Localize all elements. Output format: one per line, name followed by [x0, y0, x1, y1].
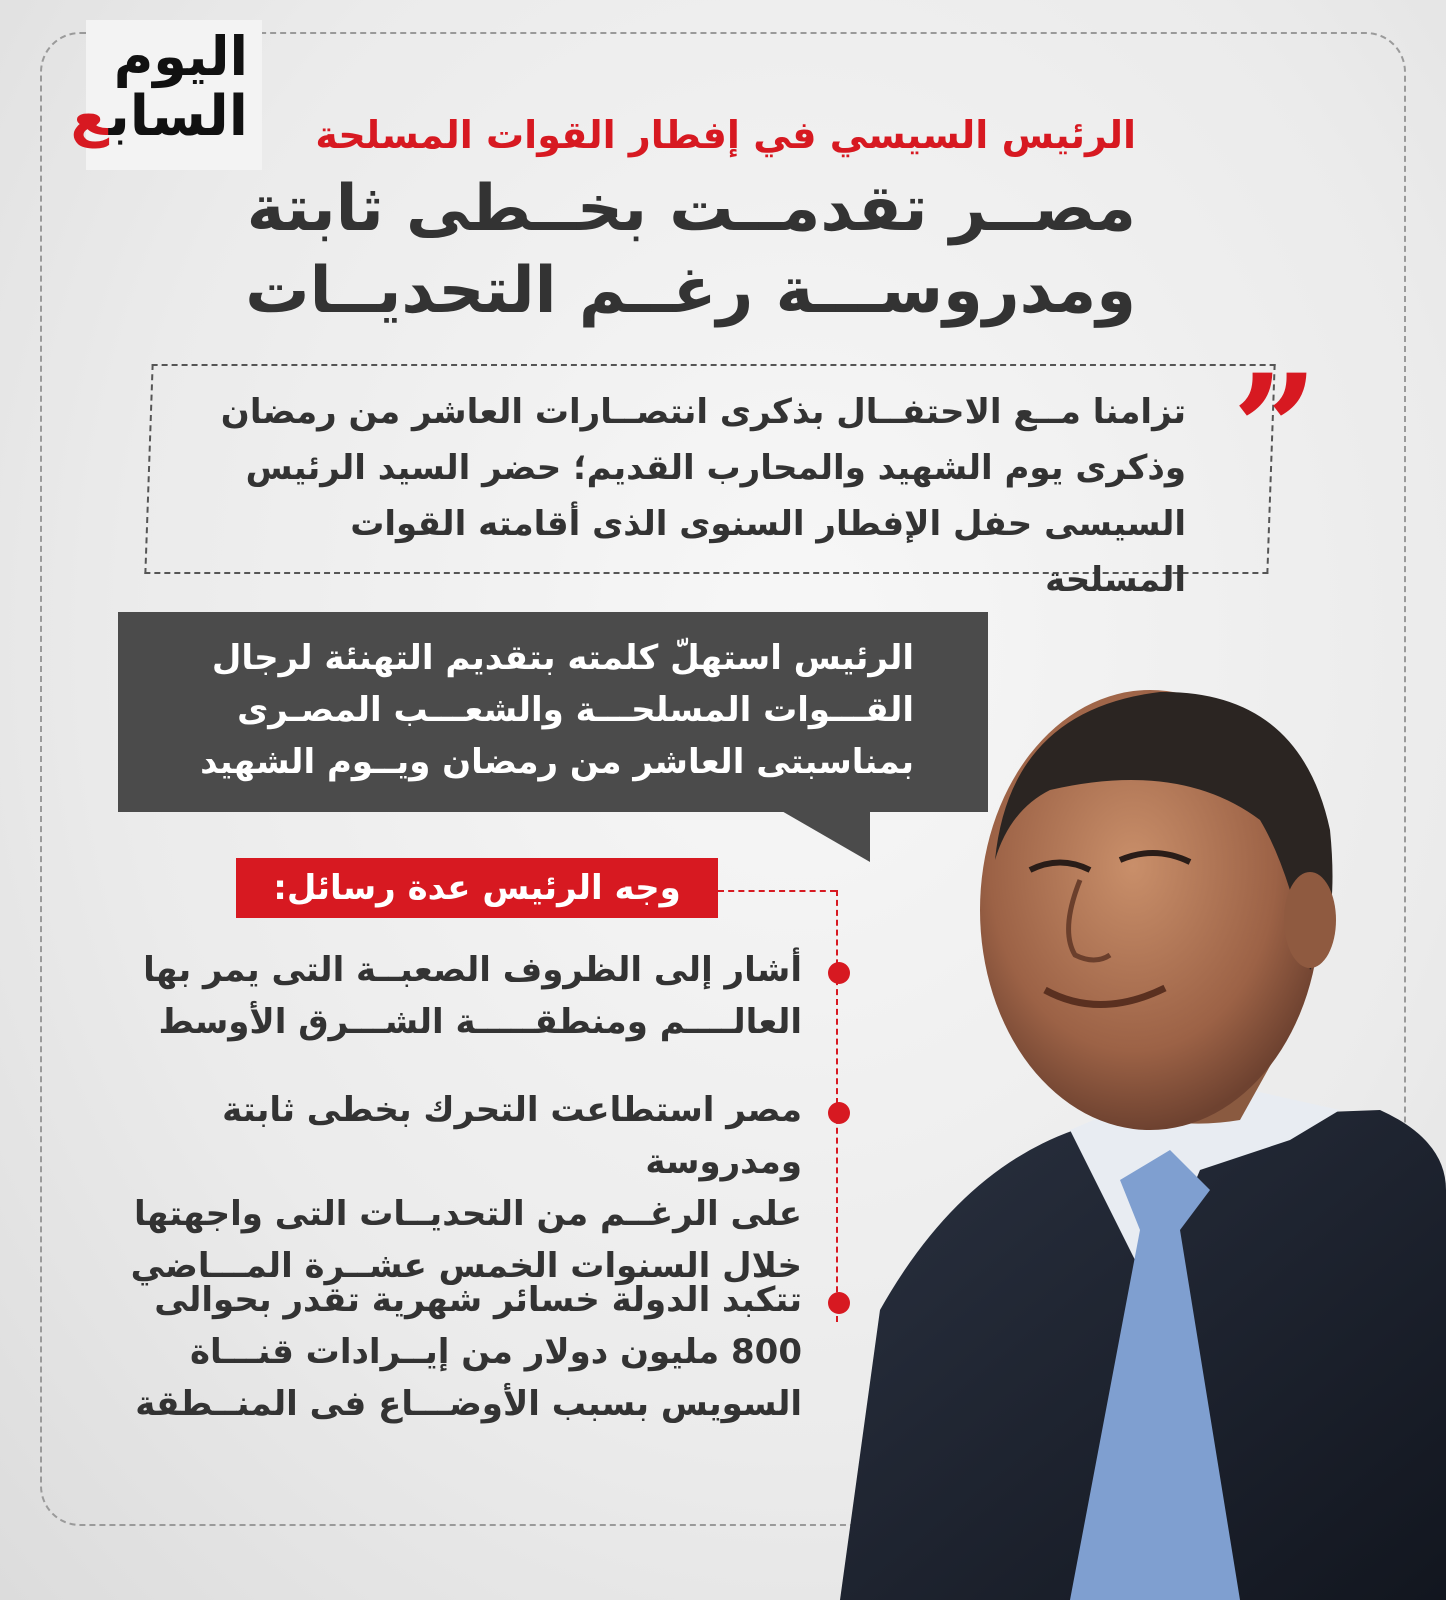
logo-line-2-accent: ع: [70, 84, 109, 149]
message-line: السويس بسبب الأوضـــاع فى المنــطقة: [135, 1384, 802, 1424]
portrait-illustration: [820, 670, 1446, 1600]
president-portrait: [820, 670, 1446, 1600]
speech-bubble-text: [154, 632, 914, 788]
kicker-title: الرئيس السيسي في إفطار القوات المسلحة: [315, 113, 1136, 157]
logo-line-2: [70, 84, 248, 149]
message-line: 800 مليون دولار من إيــرادات قنـــاة: [189, 1332, 802, 1372]
timeline-connector: [718, 890, 836, 892]
headline-line-1: مصــر تقدمــت بخــطى ثابتة: [246, 172, 1136, 246]
messages-label: وجه الرئيس عدة رسائل:: [236, 858, 718, 918]
logo-line-1: اليوم: [113, 25, 248, 88]
message-line: مصر استطاعت التحرك بخطى ثابتة ومدروسة: [222, 1090, 802, 1182]
message-item-1: [112, 944, 802, 1048]
message-line: على الرغــم من التحديــات التى واجهتها: [134, 1194, 802, 1234]
message-line: خلال السنوات الخمس عشــرة المـــاضي: [130, 1246, 802, 1286]
message-item-2: [112, 1084, 802, 1292]
bubble-line: بمناسبتى العاشر من رمضان ويــوم الشهيد: [200, 742, 914, 782]
quote-mark-icon: ”: [1232, 342, 1319, 518]
bubble-line: الرئيس استهلّ كلمته بتقديم التهنئة لرجال: [211, 638, 914, 678]
logo-line-2-main: الساب: [108, 84, 248, 149]
quote-line: وذكرى يوم الشهيد والمحارب القديم؛ حضر السيد الرئيس: [245, 448, 1186, 488]
quote-line: تزامنا مــع الاحتفــال بذكرى انتصــارات العاشر من رمضان: [220, 392, 1186, 432]
quote-text: [206, 384, 1186, 608]
quote-line: السيسى حفل الإفطار السنوى الذى أقامته القوات المسلحة: [350, 504, 1186, 600]
message-line: أشار إلى الظروف الصعبــة التى يمر بها: [143, 950, 802, 990]
message-line: تتكبد الدولة خسائر شهرية تقدر بحوالى: [154, 1280, 802, 1320]
message-line: العالــــم ومنطقـــــة الشـــرق الأوسط: [158, 1002, 802, 1042]
bubble-line: القـــوات المسلحـــة والشعـــب المصـرى: [237, 690, 914, 730]
headline-line-2: ومدروســـة رغــم التحديــات: [245, 254, 1136, 328]
message-item-3: [112, 1274, 802, 1430]
headline: [236, 168, 1136, 332]
